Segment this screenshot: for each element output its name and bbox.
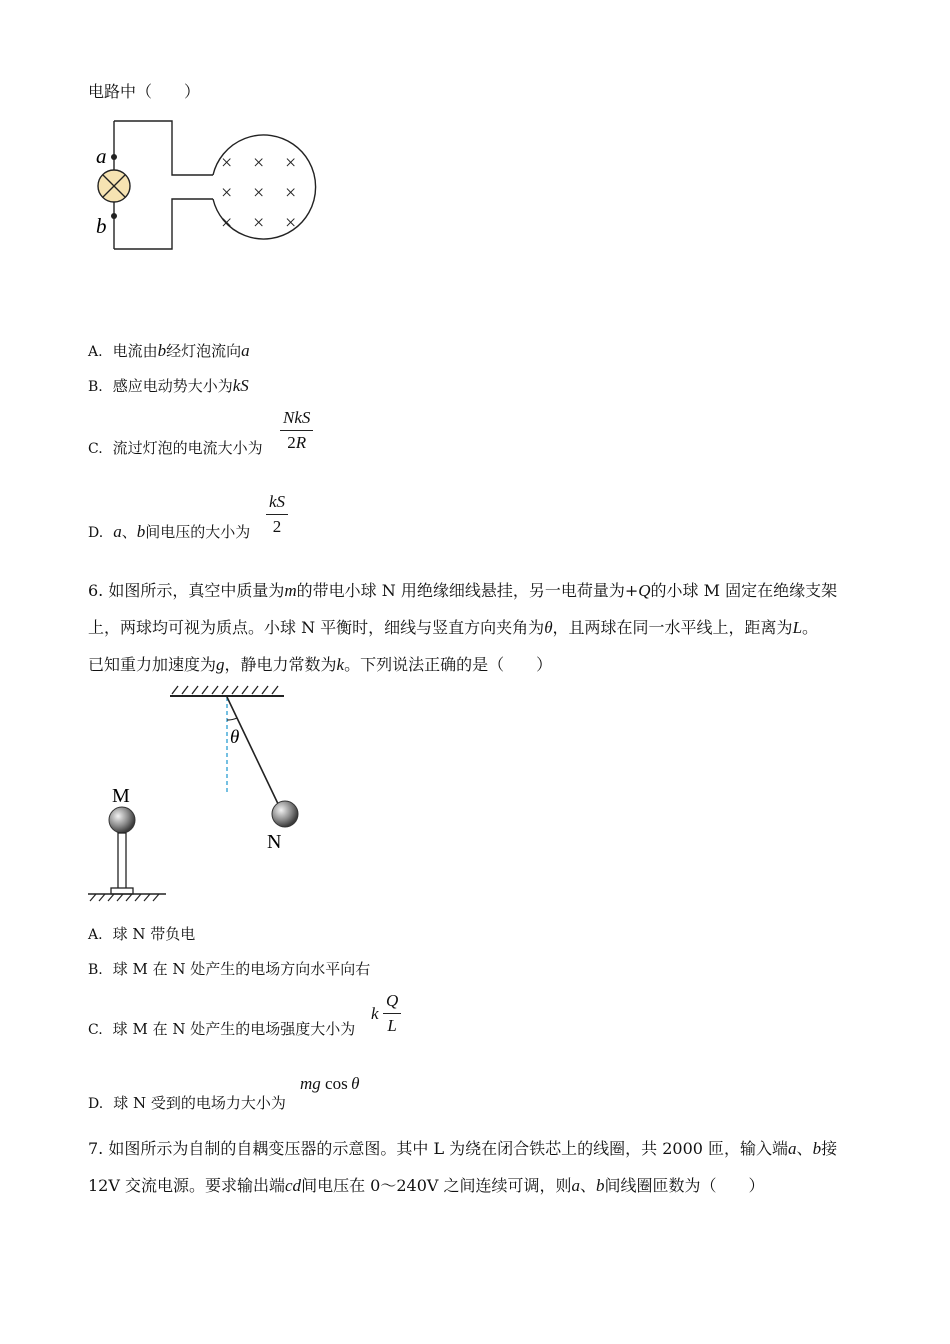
field-cross: × bbox=[221, 182, 233, 204]
label-M: M bbox=[112, 785, 130, 807]
var-Q: Q bbox=[638, 581, 651, 600]
q5-stem-tail: 电路中（ ） bbox=[88, 82, 201, 101]
option-label: A. bbox=[88, 344, 103, 360]
fraction-bar bbox=[383, 1013, 401, 1014]
stand-base bbox=[111, 888, 133, 894]
var-theta: θ bbox=[544, 618, 553, 637]
ball-M bbox=[109, 807, 135, 833]
stem-text: 、 bbox=[796, 1139, 813, 1158]
terminal-b-dot bbox=[111, 213, 117, 219]
stem-text: 。 bbox=[802, 618, 819, 637]
option-text: 流过灯泡的电流大小为 bbox=[112, 439, 263, 457]
q5-option-d-fraction bbox=[266, 492, 288, 537]
option-text: 电流由 bbox=[112, 342, 158, 360]
fraction-numerator: NkS bbox=[283, 408, 311, 427]
stem-text: 接 bbox=[821, 1139, 838, 1158]
q6-stem-line3 bbox=[88, 646, 888, 683]
q5-option-c bbox=[88, 437, 263, 458]
q6-option-d bbox=[88, 1092, 286, 1113]
var-b: b bbox=[136, 522, 146, 541]
stem-text: 7. 如图所示为自制的自耦变压器的示意图。其中 L 为绕在闭合铁芯上的线圈，共 2000 匝，输入端 bbox=[88, 1139, 789, 1158]
q5-circuit-figure bbox=[88, 115, 328, 255]
stem-text: 间电压在 0～240V 之间连续可调，则 bbox=[301, 1176, 572, 1195]
wire-bottom bbox=[114, 199, 213, 249]
insulating-stand bbox=[118, 833, 126, 889]
option-label: A. bbox=[88, 927, 103, 943]
ball-N bbox=[272, 801, 298, 827]
formula-cos: cos bbox=[325, 1074, 348, 1093]
stem-text: 、 bbox=[580, 1176, 597, 1195]
label-b: b bbox=[96, 214, 107, 238]
den-variable: R bbox=[295, 433, 307, 452]
formula-theta: θ bbox=[351, 1074, 360, 1093]
option-label: D. bbox=[88, 525, 104, 541]
q7-stem-line2 bbox=[88, 1167, 888, 1204]
var-a: a bbox=[788, 1139, 797, 1158]
q5-option-a bbox=[88, 340, 250, 361]
string-line bbox=[227, 697, 280, 808]
q6-stem bbox=[88, 572, 888, 683]
ceiling-hatch bbox=[172, 686, 278, 694]
var-a: a bbox=[113, 522, 122, 541]
q6-option-c bbox=[88, 1018, 355, 1039]
stem-text: 的带电小球 N 用绝缘细线悬挂，另一电荷量为+ bbox=[296, 581, 639, 600]
option-text: 感应电动势大小为 bbox=[112, 377, 233, 395]
stem-text: 已知重力加速度为 bbox=[88, 655, 217, 674]
var-b: b bbox=[157, 341, 167, 360]
formula-mg: mg bbox=[300, 1074, 321, 1093]
stem-text: ，且两球在同一水平线上，距离为 bbox=[552, 618, 793, 637]
stem-text: 的小球 M 固定在绝缘支架 bbox=[650, 581, 838, 600]
var-m: m bbox=[284, 581, 297, 600]
option-text: 球 N 带负电 bbox=[112, 925, 196, 943]
q7-stem bbox=[88, 1130, 888, 1204]
q6-option-a bbox=[88, 923, 195, 944]
field-cross: × bbox=[221, 152, 233, 174]
var-b: b bbox=[812, 1139, 822, 1158]
stem-text: 。下列说法正确的是（ ） bbox=[344, 655, 553, 674]
fraction-bar bbox=[280, 430, 313, 431]
q6-pendulum-figure bbox=[86, 680, 326, 910]
var-b: b bbox=[596, 1176, 605, 1195]
ground-hatch bbox=[90, 894, 159, 901]
q6-stem-line1 bbox=[88, 572, 888, 609]
field-cross: × bbox=[285, 182, 297, 204]
field-cross: × bbox=[285, 212, 297, 234]
option-text: 经灯泡流向 bbox=[166, 342, 242, 360]
formula-kS: kS bbox=[232, 376, 249, 395]
var-g: g bbox=[216, 655, 225, 674]
q6-stem-line2 bbox=[88, 609, 888, 646]
fraction-denominator: 2 bbox=[272, 517, 282, 536]
fraction-numerator: kS bbox=[269, 492, 286, 511]
q6-option-d-formula bbox=[300, 1074, 359, 1094]
field-cross: × bbox=[253, 152, 265, 174]
label-a: a bbox=[96, 144, 107, 168]
magnetic-field-crosses bbox=[221, 152, 296, 234]
den-number: 2 bbox=[287, 433, 296, 452]
label-theta: θ bbox=[230, 727, 240, 748]
q6-option-b bbox=[88, 958, 370, 979]
q5-option-d bbox=[88, 521, 250, 542]
var-k: k bbox=[336, 655, 345, 674]
fraction-denominator bbox=[280, 433, 313, 453]
q7-stem-line1 bbox=[88, 1130, 888, 1167]
q5-option-b bbox=[88, 375, 249, 396]
angle-arc bbox=[227, 718, 237, 720]
option-text: 球 M 在 N 处产生的电场方向水平向右 bbox=[112, 960, 371, 978]
var-cd: cd bbox=[285, 1176, 302, 1195]
var-a: a bbox=[241, 341, 250, 360]
stem-text: 12V 交流电源。要求输出端 bbox=[88, 1176, 286, 1195]
fraction-bar bbox=[266, 514, 288, 515]
q6-option-c-fraction bbox=[383, 991, 401, 1036]
q5-option-c-fraction bbox=[280, 408, 313, 453]
terminal-a-dot bbox=[111, 154, 117, 160]
option-label: C. bbox=[88, 441, 103, 457]
option-text: 间电压的大小为 bbox=[145, 523, 251, 541]
fraction-denominator: L bbox=[387, 1016, 397, 1035]
stem-text: ，静电力常数为 bbox=[224, 655, 337, 674]
field-cross: × bbox=[253, 182, 265, 204]
var-L: L bbox=[792, 618, 803, 637]
option-label: B. bbox=[88, 379, 103, 395]
fraction-numerator: Q bbox=[386, 991, 399, 1010]
wire-top bbox=[114, 121, 213, 175]
field-cross: × bbox=[253, 212, 265, 234]
option-label: B. bbox=[88, 962, 103, 978]
var-a: a bbox=[571, 1176, 581, 1195]
option-text: 球 M 在 N 处产生的电场强度大小为 bbox=[112, 1020, 356, 1038]
field-cross: × bbox=[221, 212, 233, 234]
option-text: 、 bbox=[121, 523, 137, 541]
stem-text: 6. 如图所示，真空中质量为 bbox=[88, 581, 285, 600]
stem-text: 上，两球均可视为质点。小球 N 平衡时，细线与竖直方向夹角为 bbox=[88, 618, 545, 637]
option-label: C. bbox=[88, 1022, 103, 1038]
field-cross: × bbox=[285, 152, 297, 174]
option-label: D. bbox=[88, 1096, 104, 1112]
var-k: k bbox=[371, 1004, 379, 1023]
option-text: 球 N 受到的电场力大小为 bbox=[113, 1094, 286, 1112]
label-N: N bbox=[267, 831, 282, 853]
stem-text: 间线圈匝数为（ ） bbox=[604, 1176, 765, 1195]
